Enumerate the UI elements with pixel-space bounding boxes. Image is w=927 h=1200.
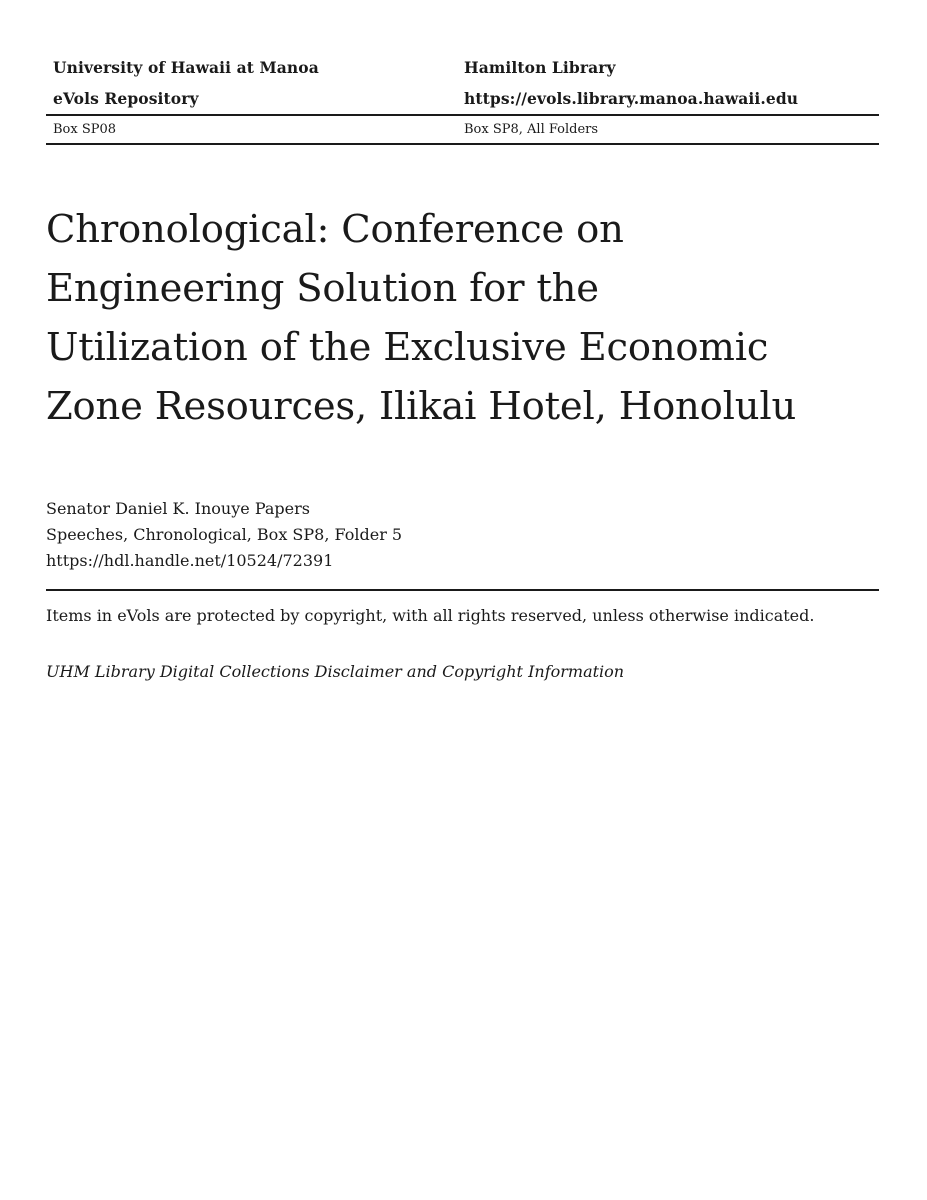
document-title: [46, 200, 806, 436]
repository-name: eVols Repository: [53, 89, 199, 108]
metadata-divider: [46, 589, 879, 591]
title-line: Engineering Solution for the: [46, 266, 599, 311]
cover-header: [46, 52, 879, 145]
title-line: Zone Resources, Ilikai Hotel, Honolulu: [46, 384, 797, 429]
handle-link[interactable]: https://hdl.handle.net/10524/72391: [46, 551, 334, 570]
institution-name: University of Hawaii at Manoa: [53, 58, 319, 77]
title-line: Utilization of the Exclusive Economic: [46, 325, 769, 370]
box-label-right: Box SP8, All Folders: [464, 122, 599, 137]
collection-name: Senator Daniel K. Inouye Papers: [46, 499, 310, 518]
header-row-1: [46, 52, 879, 83]
header-row-2: [46, 83, 879, 114]
header-divider-bottom: [46, 143, 879, 145]
disclaimer-link[interactable]: UHM Library Digital Collections Disclaimer and Copyright Information: [46, 662, 625, 681]
document-page: [46, 0, 879, 683]
rights-statement: Items in eVols are protected by copyright, with all rights reserved, unless otherwise indicated.: [46, 606, 815, 625]
library-name: Hamilton Library: [464, 58, 616, 77]
document-metadata: [46, 496, 879, 574]
repository-url[interactable]: https://evols.library.manoa.hawaii.edu: [464, 89, 799, 108]
header-row-3: [46, 116, 879, 143]
box-label-left: Box SP08: [53, 122, 117, 137]
series-info: Speeches, Chronological, Box SP8, Folder 5: [46, 525, 403, 544]
title-line: Chronological: Conference on: [46, 207, 624, 252]
